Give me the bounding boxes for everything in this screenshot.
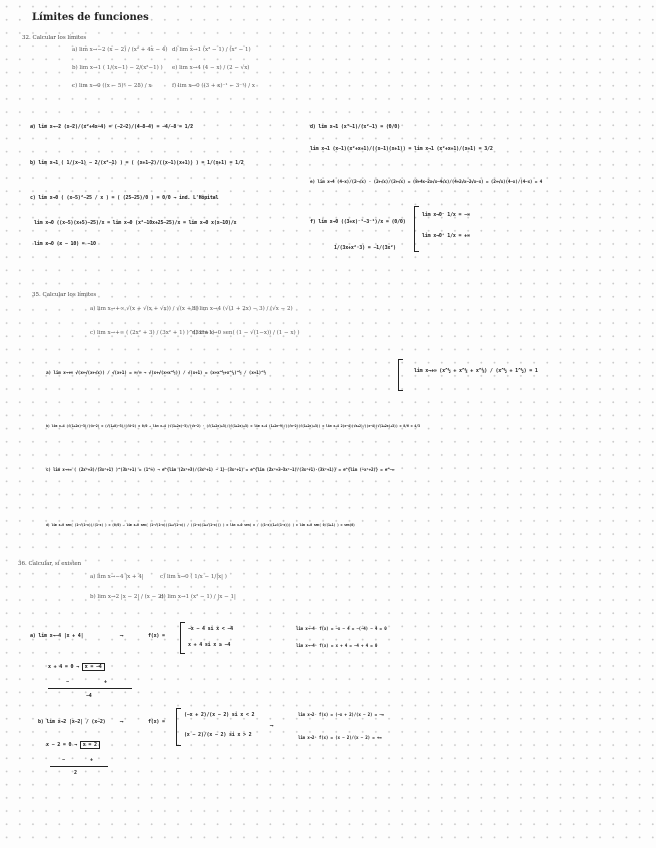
- exercise-32-item-e: e) lim x→4 (4 − x) / (2 − √x): [172, 65, 250, 71]
- piecewise-bracket: [180, 622, 185, 654]
- arrow: ⟶: [120, 719, 123, 725]
- sign-chart-line: [50, 766, 108, 767]
- page-title: Límites de funciones: [32, 12, 149, 23]
- exercise-32-item-f: f) lim x→0 ((3 + x)⁻¹ − 3⁻¹) / x: [172, 83, 255, 89]
- sign-chart-root: 2: [74, 770, 77, 776]
- exercise-36-item-c: c) lim x→0 ( 1/x − 1/|x| ): [160, 574, 227, 580]
- right-limit: lim x→−4⁺ f(x) = x + 4 = −4 + 4 = 0: [296, 643, 378, 648]
- sign-chart-line: [48, 688, 132, 689]
- exercise-36-work-a-lead: a) lim x→−4 |x + 4|: [30, 633, 84, 639]
- function-label: f(x) =: [148, 719, 165, 725]
- root-equation: x + 4 = 0 → x = −4: [48, 664, 105, 670]
- limit-bracket: [398, 359, 403, 391]
- exercise-32-work-d: d) lim x→1 (x³−1)/(x²−1) = (0/0): [310, 124, 400, 130]
- exercise-32-work-f-right-limit: lim x→0⁺ 1/x = +∞: [422, 233, 470, 239]
- piecewise-bracket: [414, 206, 419, 252]
- exercise-32-work-f: f) lim x→0 ((3+x)⁻¹−3⁻¹)/x = (0/0): [310, 219, 406, 225]
- piecewise-case-2: x + 4 si x ≥ −4: [188, 642, 231, 648]
- exercise-32-item-a: a) lim x→−2 (x − 2) / (x² + 4x − 4): [72, 47, 168, 53]
- exercise-32-work-f-left-limit: lim x→0⁻ 1/x = −∞: [422, 212, 470, 218]
- exercise-35-item-b: b) lim x→4 (√(1 + 2x) − 3) / (√x − 2): [192, 306, 293, 312]
- piecewise-bracket: [176, 708, 181, 746]
- exercise-36-item-a: a) lim x→−4 |x + 4|: [90, 574, 144, 580]
- arrow: ⟶: [120, 633, 123, 639]
- exercise-32-work-c-step: lim x→0 ((x−5)(x+5)−25)/x = lim x→0 (x²−10x+25−25)/x = lim x→0 x(x−10)/x: [34, 220, 237, 226]
- exercise-32-work-b: b) lim x→1 ( 1/(x−1) − 2/(x²−1) ) = ( (x+1−2)/((x−1)(x+1)) ) = 1/(x+1) = 1/2: [30, 160, 244, 166]
- function-label: f(x) =: [148, 633, 165, 639]
- right-limit: lim x→2⁺ f(x) = (x − 2)/(x − 2) = +∞: [298, 735, 382, 740]
- exercise-32-work-c: c) lim x→0 ( (x−5)²−25 / x ) = ( (25−25)/0 ) = 0/0 → ind. L'Hôpital: [30, 195, 219, 201]
- exercise-36-item-d: d) lim x→1 (x² − 1) / |x − 1|: [160, 594, 236, 600]
- exercise-32-work-c-result: lim x→0 (x − 10) = −10: [34, 241, 96, 247]
- sign-minus: −: [62, 757, 65, 763]
- exercise-35-item-c: c) lim x→+∞ ( (2x² + 3) / (3x² + 1) )^(3x²+1): [90, 330, 215, 336]
- piecewise-case-2: (x − 2)/(x − 2) si x > 2: [184, 732, 252, 738]
- exercise-36-heading: 36. Calcular, si existen: [18, 561, 82, 567]
- sign-plus: +: [104, 679, 107, 685]
- sign-minus: −: [66, 679, 69, 685]
- exercise-32-item-b: b) lim x→1 ( 1/(x−1) − 2/(x²−1) ): [72, 65, 163, 71]
- left-limit: lim x→−4⁻ f(x) = −x − 4 = −(−4) − 4 = 0: [296, 626, 387, 631]
- exercise-36-item-b: b) lim x→2 |x − 2| / (x − 2): [90, 594, 164, 600]
- exercise-32-work-f-step: 1/(3x+x²·3) = −1/(3x²): [334, 245, 396, 251]
- boxed-root: x = 2: [80, 741, 100, 749]
- exercise-32-item-c: c) lim x→0 ((x − 5)² − 25) / x: [72, 83, 152, 89]
- exercise-32-work-d-step: lim x→1 (x−1)(x²+x+1)/((x−1)(x+1)) = lim x→1 (x²+x+1)/(x+1) = 3/2: [310, 146, 493, 152]
- arrow: ⟶: [270, 723, 273, 729]
- root-equation: x − 2 = 0 → x = 2: [46, 742, 100, 748]
- sign-chart-root: −4: [86, 693, 92, 699]
- exercise-32-work-a: a) lim x→−2 (x−2)/(x²+4x−4) = (−2−2)/(4−8−4) = −4/−8 = 1/2: [30, 124, 193, 130]
- exercise-32-heading: 32. Calcular los límites: [22, 35, 87, 41]
- piecewise-case-1: (−x + 2)/(x − 2) si x < 2: [184, 712, 255, 718]
- left-limit: lim x→2⁻ f(x) = (−x + 2)/(x − 2) = −∞: [298, 712, 384, 717]
- exercise-35-heading: 35. Calcular los límites: [32, 292, 97, 298]
- sign-plus: +: [90, 757, 93, 763]
- exercise-35-work-a: a) lim x→+∞ √(x+√(x+√x)) / √(x+1) = ∞/∞ → √(x+√(x+x^½)) / √(x+1) = (x+x^½+x^¼)^½ / (x+1)^½: [46, 371, 266, 376]
- exercise-35-item-a: a) lim x→+∞ √(x + √(x + √x)) / √(x + 1): [90, 306, 199, 312]
- exercise-32-work-e: e) lim x→4 (4−x)/(2−√x) · (2+√x)/(2+√x) = (8+4x−2x√x−4√x)/(4+2√x−2√x−x) = (2+√x)(4−x)/(4−x) = 4: [310, 180, 543, 185]
- exercise-35-work-c: c) lim x→+∞ ( (2x²+3)/(3x²+1) )^(3x²+1) = (1^∞) → e^{lim (2x²+3)/(3x²+1) − 1}·(3x²+1) = e^{lim (2x²+3−3x²−1)/(3x²+1)·(3x²+1)} = e^{lim (−x²+2)} = e^−∞: [46, 467, 395, 472]
- exercise-32-item-d: d) lim x→1 (x³ − 1) / (x² − 1): [172, 47, 251, 53]
- exercise-35-work-d: d) lim x→0 sen( (1−√(1−x))/(1−x) ) = (0/0) → lim x→0 sen( (1−√(1−x))(1+√(1−x)) / ((1−x)(1+√(1−x))) ) = lim x→0 sen( x / ((1−x)(1+√(1−x))) ) = lim x→0 sen( 0/(1+1) ) = sen(0): [46, 523, 355, 527]
- piecewise-case-1: −x − 4 si x < −4: [188, 626, 233, 632]
- boxed-root: x = −4: [82, 663, 105, 671]
- exercise-35-work-a-limit: lim x→+∞ (x^½ + x^¼ + x^⅛) / (x^½ + 1^½) = 1: [414, 368, 538, 374]
- exercise-35-item-d: d) lim x→0 sen( (1 − √(1−x)) / (1 − x) ): [192, 330, 300, 336]
- exercise-35-work-b: b) lim x→4 (√(1+2x)−3)/(√x−2) = (√(1+8)−3)/(√4−2) = 0/0 → lim x→4 (√(1+2x)−3)/(√x−2) · (√(1+2x)+3)/(√(1+2x)+3) = lim x→4 (1+2x−9)/((√x−2)(√(1+2x)+3)) = lim x→4 2(x−4)(√x+2)/((x−4)(√(1+2x)+3)) = 8/6 = 4/3: [46, 424, 420, 428]
- exercise-36-work-b-lead: b) lim x→2 |x−2| / (x−2): [38, 719, 106, 725]
